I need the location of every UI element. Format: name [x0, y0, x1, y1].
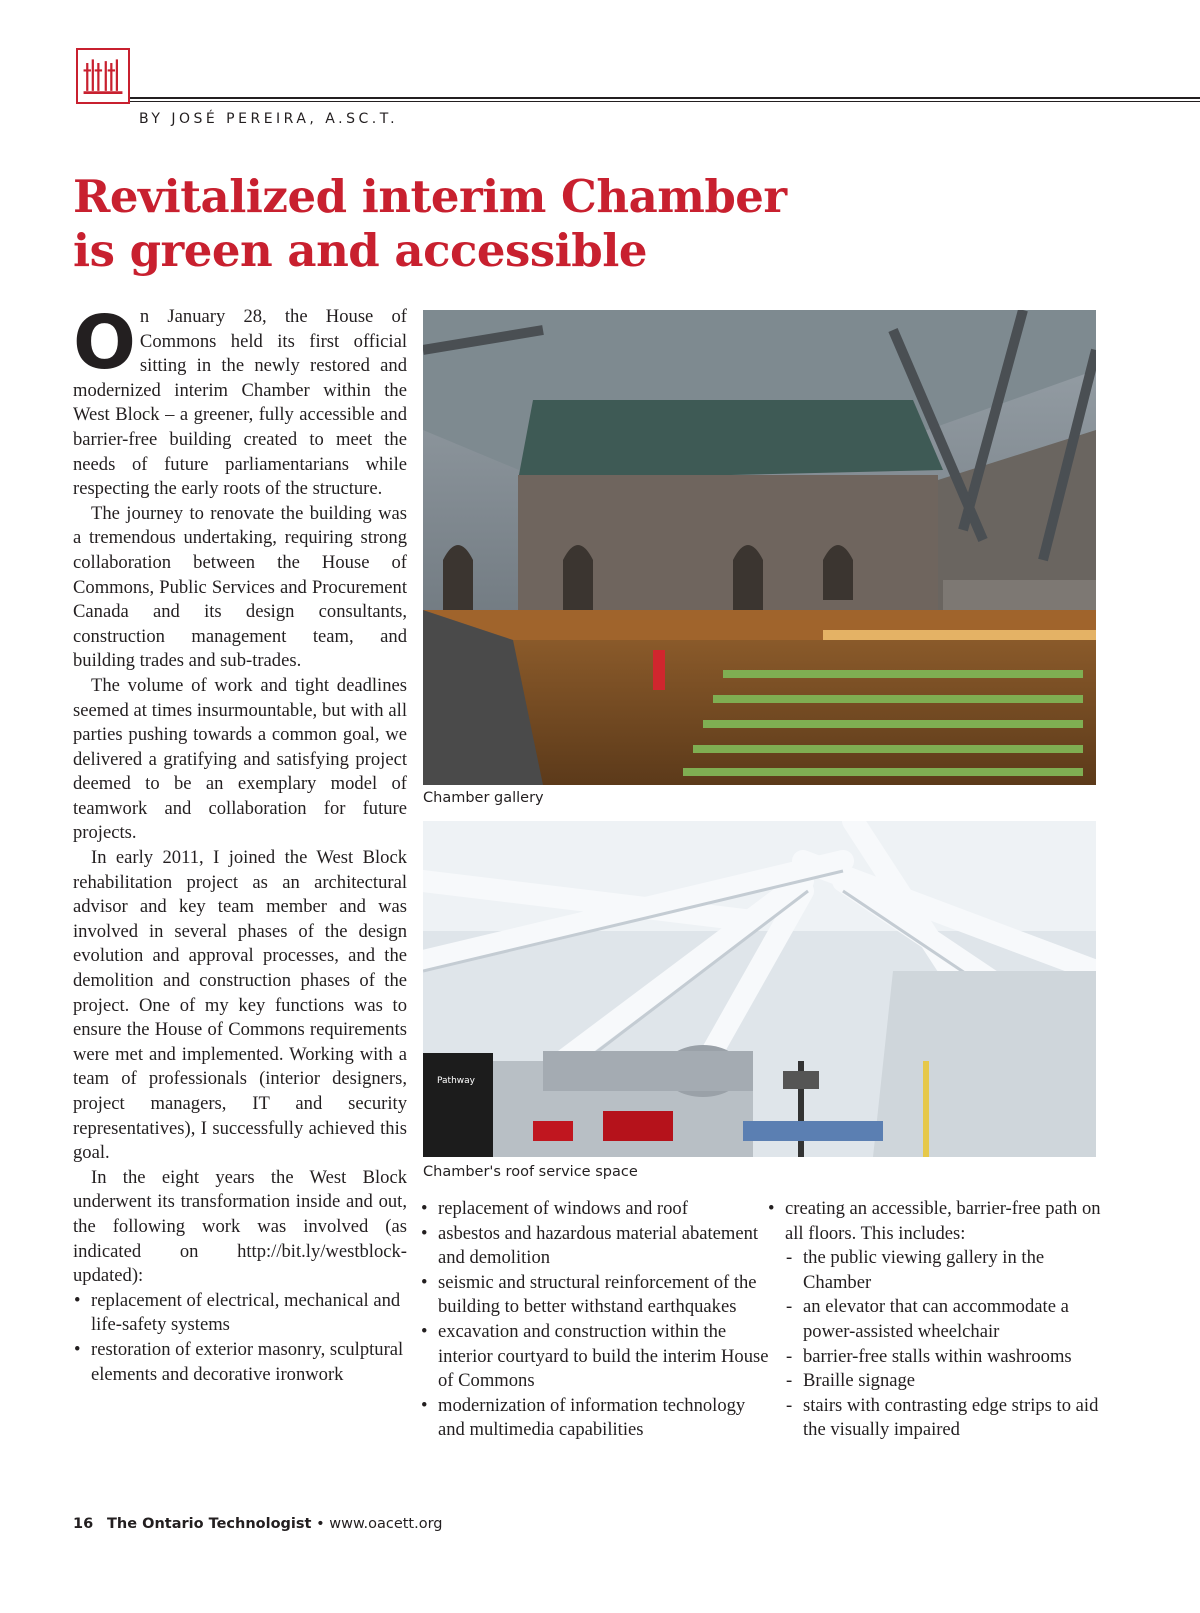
list-item: • replacement of windows and roof	[420, 1197, 770, 1222]
logo-mark-icon	[78, 50, 128, 102]
header-rule-thin	[130, 101, 1200, 102]
page-number: 16	[73, 1516, 94, 1532]
list-item: • replacement of electrical, mechanical and life-safety systems	[73, 1289, 407, 1338]
website-link[interactable]: www.oacett.org	[329, 1516, 443, 1532]
column-left	[73, 300, 407, 1387]
footer-separator: •	[316, 1516, 325, 1532]
bullet-list-middle	[420, 1197, 770, 1443]
title-line-1: Revitalized interim Chamber	[73, 170, 787, 223]
accessibility-bullet-text: creating an accessible, barrier-free path on all floors. This includes:	[785, 1198, 1101, 1244]
page-footer	[73, 1516, 443, 1532]
bullet-list-left	[73, 1289, 407, 1387]
list-item: • excavation and construction within the interior courtyard to build the interim House of Commons	[420, 1320, 770, 1394]
column-middle	[420, 1197, 770, 1443]
list-item: • modernization of information technology and multimedia capabilities	[420, 1394, 770, 1443]
sub-list-item: - the public viewing gallery in the Chamber	[785, 1246, 1107, 1295]
drop-cap: O	[73, 300, 136, 386]
sub-list	[785, 1246, 1107, 1443]
oacett-logo	[76, 48, 130, 104]
photo-2-caption: Chamber's roof service space	[423, 1164, 638, 1180]
list-item: • asbestos and hazardous material abatement and demolition	[420, 1222, 770, 1271]
pathway-sign-text: Pathway	[437, 1076, 475, 1086]
logo-text: ttt	[78, 50, 79, 52]
paragraph-3: The volume of work and tight deadlines seemed at times insurmountable, but with all parties pushing towards a common goal, we delivered a gratifying and satisfying project deemed to be an exemplary model of teamwork and collaboration for future projects.	[73, 674, 407, 844]
publication-name: The Ontario Technologist	[107, 1516, 312, 1532]
header-rule	[130, 97, 1200, 99]
roof-service-space-photo	[423, 821, 1096, 1157]
paragraph-4: In early 2011, I joined the West Block rehabilitation project as an architectural advisor and key team member and was involved in several phases of the design evolution and approval processes, and the demolition and construction phases of the project. One of my key functions was to ensure the House of Commons requirements were met and implemented. Working with a team of professionals (interior designers, project managers, IT and security representatives), I successfully achieved this goal.	[73, 847, 407, 1164]
paragraph-1	[73, 300, 407, 502]
article-title	[73, 170, 787, 278]
paragraph-2: The journey to renovate the building was a tremendous undertaking, requiring strong collaboration between the House of Commons, Public Services and Procurement Canada and its design consultants, construction management team, and building trades and sub-trades.	[73, 502, 407, 672]
list-item: • seismic and structural reinforcement of the building to better withstand earthquakes	[420, 1271, 770, 1320]
sub-list-item: - Braille signage	[785, 1369, 1107, 1394]
sub-list-item: - barrier-free stalls within washrooms	[785, 1345, 1107, 1370]
paragraph-1-text: n January 28, the House of Commons held its first official sitting in the newly restored and modernized interim Chamber within the West Block – a greener, fully accessible and barrier-free building created to meet the needs of future parliamentarians while respecting the early roots of the structure.	[73, 306, 407, 500]
byline: BY JOSÉ PEREIRA, A.SC.T.	[139, 111, 399, 127]
column-right	[767, 1197, 1107, 1443]
list-item: • restoration of exterior masonry, sculptural elements and decorative ironwork	[73, 1338, 407, 1387]
list-item	[767, 1197, 1107, 1443]
photo-1-caption: Chamber gallery	[423, 790, 544, 806]
paragraph-5: In the eight years the West Block underwent its transformation inside and out, the following work was involved (as indicated on http://bit.ly/westblock-updated):	[73, 1166, 407, 1287]
title-line-2: is green and accessible	[73, 224, 647, 277]
chamber-gallery-photo	[423, 310, 1096, 785]
sub-list-item: - an elevator that can accommodate a power-assisted wheelchair	[785, 1295, 1107, 1344]
sub-list-item: - stairs with contrasting edge strips to aid the visually impaired	[785, 1394, 1107, 1443]
bullet-list-right	[767, 1197, 1107, 1443]
